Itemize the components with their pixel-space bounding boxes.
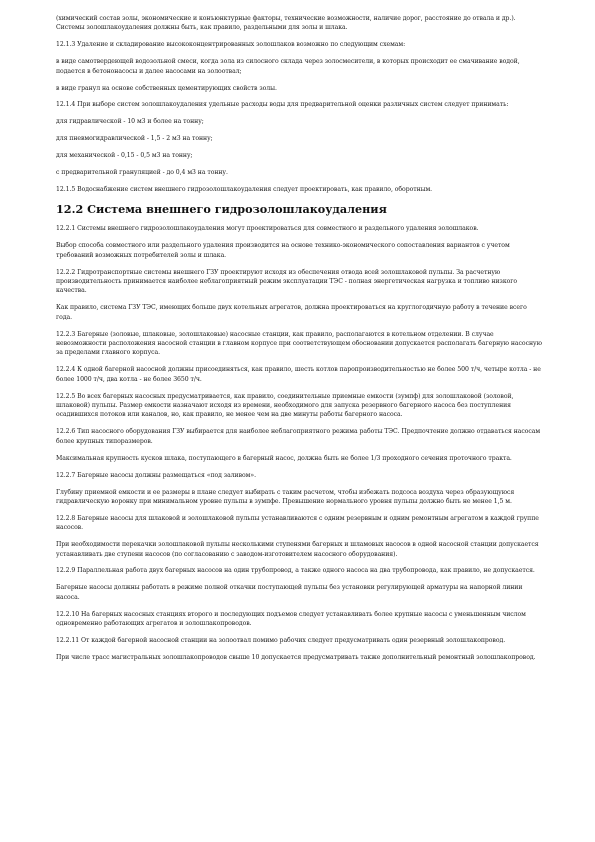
document-page (56, 14, 542, 662)
clause-12-2-6: 12.2.6 Тип насосного оборудования ГЗУ выбирается для наиболее неблагоприятного режима работы ТЭС. Предпочтение должно отдаваться насосам более крупных типоразмеров. (56, 428, 541, 445)
paragraph-full-pumping-mode: Багерные насосы должны работать в режиме полной откачки поступающей пульпы без установки регулирующей арматуры на напорной линии насоса. (56, 584, 523, 601)
clause-12-2-4: 12.2.4 К одной багерной насосной должны присоединяться, как правило, шесть котлов паропроизводительностью не более 500 т/ч, четыре котла - не более 1000 т/ч, два котла - не более 3650 т/ч. (56, 366, 541, 383)
water-rate-hydraulic: для гидравлической - 10 м3 и более на тонну; (56, 118, 204, 126)
paragraph-max-slag-size: Максимальная крупность кусков шлака, поступающего в багерный насос, должна быть не более 1/3 проходного сечения проточного тракта. (56, 454, 512, 462)
clause-12-1-4: 12.1.4 При выборе систем золошлакоудаления удельные расходы воды для предварительной оценки различных систем следует принимать: (56, 101, 509, 109)
clause-12-2-9: 12.2.9 Параллельная работа двух багерных насосов на один трубопровод, а также одного насоса на два трубопровода, как правило, не допускается. (56, 567, 535, 575)
water-rate-pneumohydraulic: для пневмогидравлической - 1,5 - 2 м3 на тонну; (56, 135, 213, 143)
clause-12-1-3: 12.1.3 Удаление и складирование высококонцентрированных золошлаков возможно по следующим схемам: (56, 41, 406, 49)
clause-12-2-11: 12.2.11 От каждой багерной насосной станции на золоотвал помимо рабочих следует предусматривать один резервный золошлакопровод. (56, 636, 506, 644)
clause-12-2-7: 12.2.7 Багерные насосы должны размещаться «под заливом». (56, 471, 256, 479)
water-rate-granulation: с предварительной грануляцией - до 0,4 м3 на тонну. (56, 169, 228, 177)
clause-12-2-10: 12.2.10 На багерных насосных станциях второго и последующих подъемов следует устанавливать более крупные насосы с уменьшенным числом одновременно работающих агрегатов и золошлакопроводов. (56, 610, 526, 628)
clause-12-2-3: 12.2.3 Багерные (золовые, шлаковые, золошлаковые) насосные станции, как правило, располагаются в котельном отделении. В случае невозможности расположения насосной станции в главном корпусе при соответствующем обосновании допускается располагать багерную насосную за пределами главного корпуса. (56, 330, 542, 357)
clause-12-2-2: 12.2.2 Гидротранспортные системы внешнего ГЗУ проектируют исходя из обеспечения отвода всей золошлаковой пульпы. За расчетную производительность принимается наиболее неблагоприятный режим эксплуатации ТЭС - полная энергетическая нагрузка и топливо низкого качества. (56, 268, 518, 295)
clause-12-2-5: 12.2.5 Во всех багерных насосных предусматривается, как правило, соединительные приемные емкости (зумпф) для золошлаковой (золовой, шлаковой) пульпы. Размер емкости назначают исходя из времени, необходимого для запуска резервного багерного насоса без поступления осадившихся потоков или каналов, но, как правило, не менее чем на две минуты работы багерного насоса. (56, 392, 514, 419)
clause-12-1-5: 12.1.5 Водоснабжение систем внешнего гидрозолошлакоудаления следует проектировать, как правило, оборотным. (56, 185, 433, 193)
clause-12-2-8: 12.2.8 Багерные насосы для шлаковой и золошлаковой пульпы устанавливаются с одним резервным и одним ремонтным агрегатом в каждой группе насосов. (56, 514, 539, 532)
paragraph-two-stage-pumps: При необходимости перекачки золошлаковой пульпы несколькими ступенями багерных и шламовых насосов в одной насосной станции допускается устанавливать две ступени насосов (по согласованию с заводом-изготовителем насосного оборудования). (56, 541, 539, 558)
clause-12-2-1: 12.2.1 Системы внешнего гидрозолошлакоудаления могут проектироваться для совместного и раздельного удаления золошлаков. (56, 225, 479, 233)
water-rate-mechanical: для механической - 0,15 - 0,5 м3 на тонну; (56, 152, 193, 160)
paragraph-tank-depth: Глубину приемной емкости и ее размеры в плане следует выбирать с таким расчетом, чтобы избежать подсоса воздуха через образующуюся гидравлическую воронку при минимальном уровне пульпы в зумпфе. Превышение нормального уровня пульпы должно быть не менее 1,5 м. (56, 488, 515, 505)
scheme-self-hardening-mix: в виде самотвердеющей водозольной смеси, когда зола из силосного склада через золосмесители, в которых происходит ее смачивание водой, подается в бетононасосы и далее насосами на золоотвал; (56, 58, 520, 75)
section-heading-12-2: 12.2 Система внешнего гидрозолошлакоудаления (56, 201, 387, 216)
scheme-granules: в виде гранул на основе собственных цементирующих свойств золы. (56, 84, 277, 92)
paragraph-method-choice: Выбор способа совместного или раздельного удаления производится на основе технико-экономического сопоставления вариантов с учетом требований возможных потребителей золы и шлака. (56, 242, 510, 259)
paragraph-year-round-operation: Как правило, система ГЗУ ТЭС, имеющих больше двух котельных агрегатов, должна проектироваться на круглогодичную работу в течение всего года. (56, 304, 527, 321)
paragraph-repair-pipeline: При числе трасс магистральных золошлакопроводов свыше 10 допускается предусматривать также дополнительный ремонтный золошлакопровод. (56, 653, 536, 661)
paragraph-intro-continuation: (химический состав золы, экономические и конъюнктурные факторы, технические возможности, наличие дорог, расстояние до отвала и др.). Системы золошлакоудаления должны быть, как правило, раздельными для золы и шлака. (56, 15, 516, 32)
